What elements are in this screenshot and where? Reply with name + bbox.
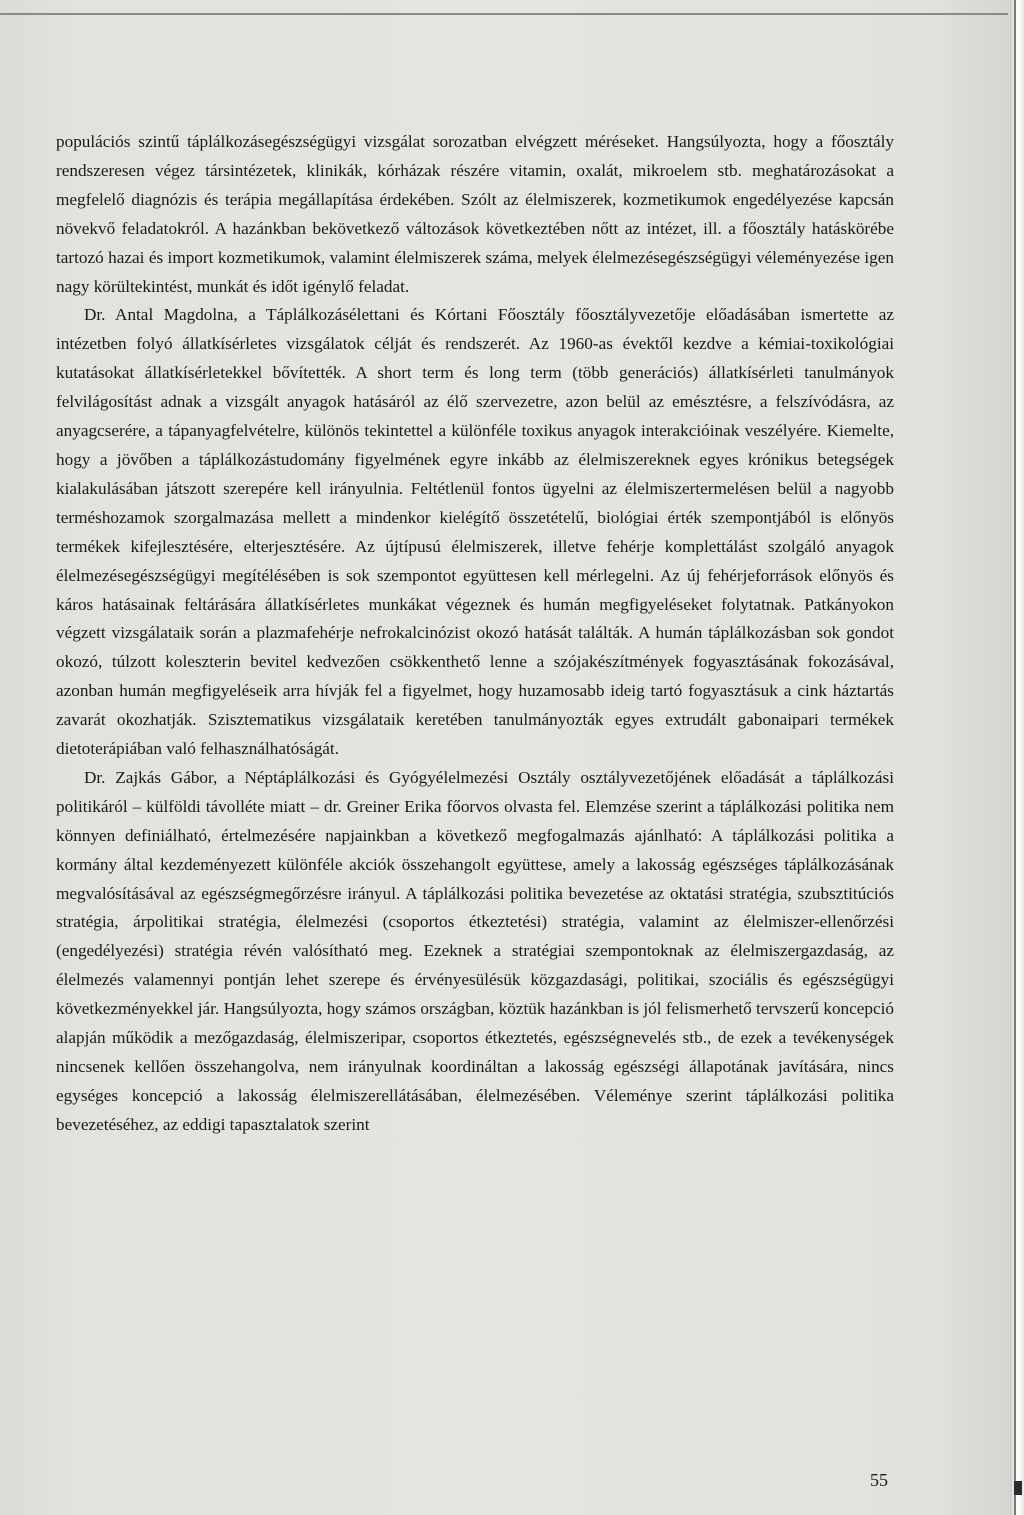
paragraph-3: Dr. Zajkás Gábor, a Néptáplálkozási és Gyógyélelmezési Osztály osztályvezetőjének előadását a táplálkozási politikáról – külföldi távolléte miatt – dr. Greiner Erika főorvos olvasta fel. Elemzése szerint a táplálkozási politika nem könnyen definiálható, értelmezésére napjainkban a következő megfogalmazás ajánlható: A táplálkozási politika a kormány által kezdeményezett különféle akciók összehangolt együttese, amely a lakosság egészséges táplálkozásának megvalósításával az egészségmegőrzésre irányul. A táplálkozási politika bevezetése az oktatási stratégia, szubsztitúciós stratégia, árpolitikai stratégia, élelmezési (csoportos étkeztetési) stratégia, valamint az élelmiszer-ellenőrzési (engedélyezési) stratégia révén valósítható meg. Ezeknek a stratégiai szempontoknak az élelmiszergazdaság, az élelmezés valamennyi pontján lehet szerepe és érvényesülésük közgazdasági, politikai, szociális és egészségügyi következményekkel jár. Hangsúlyozta, hogy számos országban, köztük hazánkban is jól felismerhető tervszerű koncepció alapján működik a mezőgazdaság, élelmiszeripar, csoportos étkeztetés, egészségnevelés stb., de ezek a tevékenységek nincsenek kellően összehangolva, nem irányulnak koordináltan a lakosság egészségi állapotának javítására, nincs egységes koncepció a lakosság élelmiszerellátásában, élelmezésében. Véleménye szerint táplálkozási politika bevezetéséhez, az eddigi tapasztalatok szerint bbox=[56, 767, 894, 1134]
body-text bbox=[56, 128, 894, 1140]
page-edge-line bbox=[1014, 0, 1016, 1515]
paragraph-1: populációs szintű táplálkozásegészségügyi vizsgálat sorozatban elvégzett méréseket. Hangsúlyozta, hogy a főosztály rendszeresen végez társintézetek, klinikák, kórházak részére vitamin, oxalát, mikroelem stb. meghatározásokat a megfelelő diagnózis és terápia megállapítása érdekében. Szólt az élelmiszerek, kozmetikumok engedélyezése kapcsán növekvő feladatokról. A hazánkban bekövetkező változások következtében nőtt az intézet, ill. a főosztály hatáskörébe tartozó hazai és import kozmetikumok, valamint élelmiszerek száma, melyek élelmezésegészségügyi véleményezése igen nagy körültekintést, munkát és időt igénylő feladat. bbox=[56, 132, 894, 296]
corner-mark bbox=[1014, 1481, 1022, 1495]
page-edge bbox=[1010, 0, 1024, 1515]
paragraph-2: Dr. Antal Magdolna, a Táplálkozásélettani és Kórtani Főosztály főosztályvezetője előadásában ismertette az intézetben folyó állatkísérletes vizsgálatok célját és rendszerét. Az 1960-as évektől kezdve a kémiai-toxikológiai kutatásokat állatkísérletekkel bővítették. A short term és long term (több generációs) állatkísérleti tanulmányok felvilágosítást adnak a vizsgált anyagok hatásáról az élő szervezetre, azon belül az emésztésre, a felszívódásra, az anyagcserére, a tápanyagfelvételre, különös tekintettel a különféle toxikus anyagok interakcióinak veszélyére. Kiemelte, hogy a jövőben a táplálkozástudomány figyelmének egyre inkább az élelmiszereknek egyes krónikus betegségek kialakulásában játszott szerepére kell irányulnia. Feltétlenül fontos ügyelni az élelmiszertermelésen belül a nagyobb terméshozamok szorgalmazása mellett a mindenkor kielégítő összetételű, biológiai érték szempontjából is előnyös termékek kifejlesztésére, elterjesztésére. Az újtípusú élelmiszerek, illetve fehérje komplettálást szolgáló anyagok élelmezésegészségügyi megítélésében is sok szempontot együttesen kell mérlegelni. Az új fehérjeforrások előnyös és káros hatásainak feltárására állatkísérletes munkákat végeznek és humán megfigyeléseket folytatnak. Patkányokon végzett vizsgálataik során a plazmafehérje nefrokalcinózist okozó hatását találták. A humán táplálkozásban sok gondot okozó, túlzott koleszterin bevitel kedvezően csökkenthető lenne a szójakészítmények fogyasztásának fokozásával, azonban humán megfigyeléseik arra hívják fel a figyelmet, hogy huzamosabb ideig tartó fogyasztásuk a cink háztartás zavarát okozhatják. Szisztematikus vizsgálataik keretében tanulmányozták egyes extrudált gabonaipari termékek dietoterápiában való felhasználhatóságát. bbox=[56, 305, 894, 759]
page-number: 55 bbox=[870, 1470, 888, 1490]
top-rule bbox=[0, 13, 1008, 15]
